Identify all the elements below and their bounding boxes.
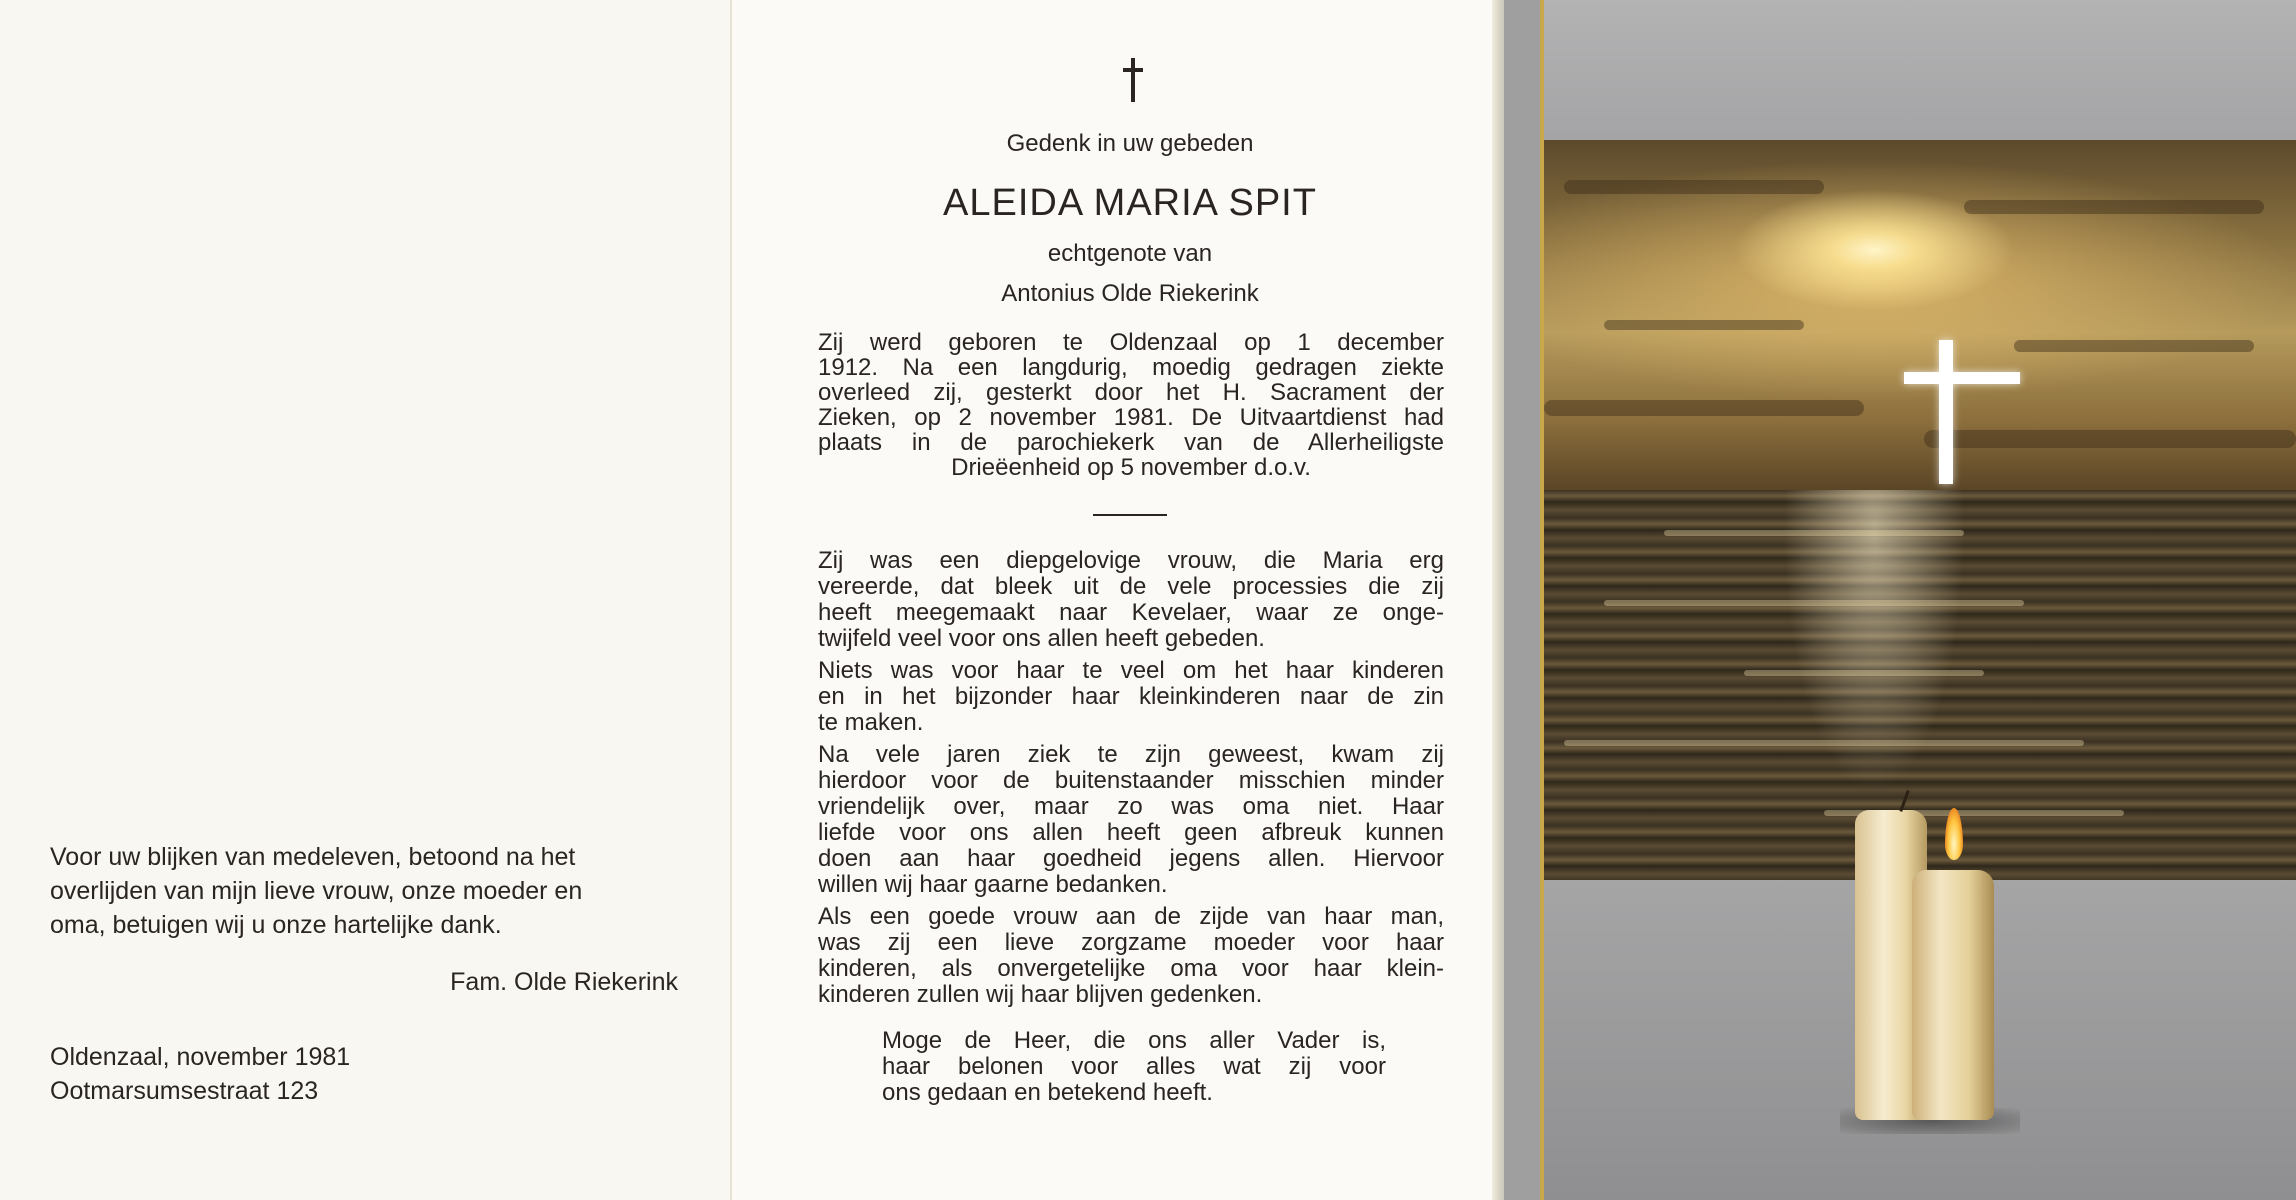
text-line: was zij een lieve zorgzame moeder voor haar [818,929,1444,956]
text-line: liefde voor ons allen heeft geen afbreuk kunnen [818,819,1444,846]
paragraph-4 [818,904,1444,1008]
left-panel [0,0,730,1200]
cross-icon [1118,56,1148,104]
candle-icon [1912,870,1994,1120]
prayer-line: ons gedaan en betekend heeft. [882,1079,1213,1106]
text-line: Na vele jaren ziek te zijn geweest, kwam zij [818,741,1444,768]
bio-line: Zieken, op 2 november 1981. De Uitvaartdienst had [818,404,1444,431]
prayer-line: Moge de Heer, die ons aller Vader is, [882,1027,1386,1054]
text-line: kinderen, als onvergetelijke oma voor haar klein- [818,955,1444,982]
text-line: Zij was een diepgelovige vrouw, die Maria erg [818,547,1444,574]
text-line: kinderen zullen wij haar blijven gedenken. [818,981,1263,1008]
intro-text: Gedenk in uw gebeden [1006,130,1254,157]
thanks-line: Voor uw blijken van medeleven, betoond na het [50,843,576,871]
white-cross-icon [1939,340,1953,484]
spouse-label: echtgenote van [1047,240,1213,267]
text-line: heeft meegemaakt naar Kevelaer, waar ze onge- [818,599,1444,626]
sunset-sea-photo [1544,140,2296,880]
paragraph-2 [818,658,1444,736]
divider [1093,514,1167,516]
text-line: twijfeld veel voor ons allen heeft gebeden. [818,625,1265,652]
text-line: vriendelijk over, maar zo was oma niet. Haar [818,793,1444,820]
fold-edge [1492,0,1504,1200]
signature: Fam. Olde Riekerink [450,968,678,996]
prayer [882,1028,1386,1106]
top-band [1544,0,2296,140]
prayer-line: haar belonen voor alles wat zij voor [882,1053,1386,1080]
text-line: en in het bijzonder haar kleinkinderen naar de zin [818,683,1444,710]
paragraph-1 [818,548,1444,652]
spouse-name: Antonius Olde Riekerink [1001,280,1259,307]
bio-line: plaats in de parochiekerk van de Allerheiligste [818,429,1444,456]
text-line: te maken. [818,709,924,736]
text-line: hierdoor voor de buitenstaander misschien minder [818,767,1444,794]
sky [1544,140,2296,490]
thanks-text [50,840,678,942]
bio-line: 1912. Na een langdurig, moedig gedragen ziekte [818,354,1444,381]
text-line: vereerde, dat bleek uit de vele processies die zij [818,573,1444,600]
address: Ootmarsumsestraat 123 [50,1077,319,1105]
white-cross-bar [1904,372,2020,384]
text-line: doen aan haar goedheid jegens allen. Hiervoor [818,845,1444,872]
bio-line: overleed zij, gesterkt door het H. Sacrament der [818,379,1444,406]
paragraph-3 [818,742,1444,898]
bio-line: Drieëenheid op 5 november d.o.v. [951,454,1311,481]
bio-line: Zij werd geboren te Oldenzaal op 1 december [818,329,1444,356]
thanks-line: oma, betuigen wij u onze hartelijke dank. [50,911,502,939]
text-line: Als een goede vrouw aan de zijde van haar man, [818,903,1444,930]
deceased-name: ALEIDA MARIA SPIT [943,182,1317,224]
thanks-line: overlijden van mijn lieve vrouw, onze moeder en [50,877,583,905]
biography [818,330,1444,480]
place-date: Oldenzaal, november 1981 [50,1043,351,1071]
text-line: willen wij haar gaarne bedanken. [818,871,1168,898]
text-line: Niets was voor haar te veel om het haar kinderen [818,657,1444,684]
